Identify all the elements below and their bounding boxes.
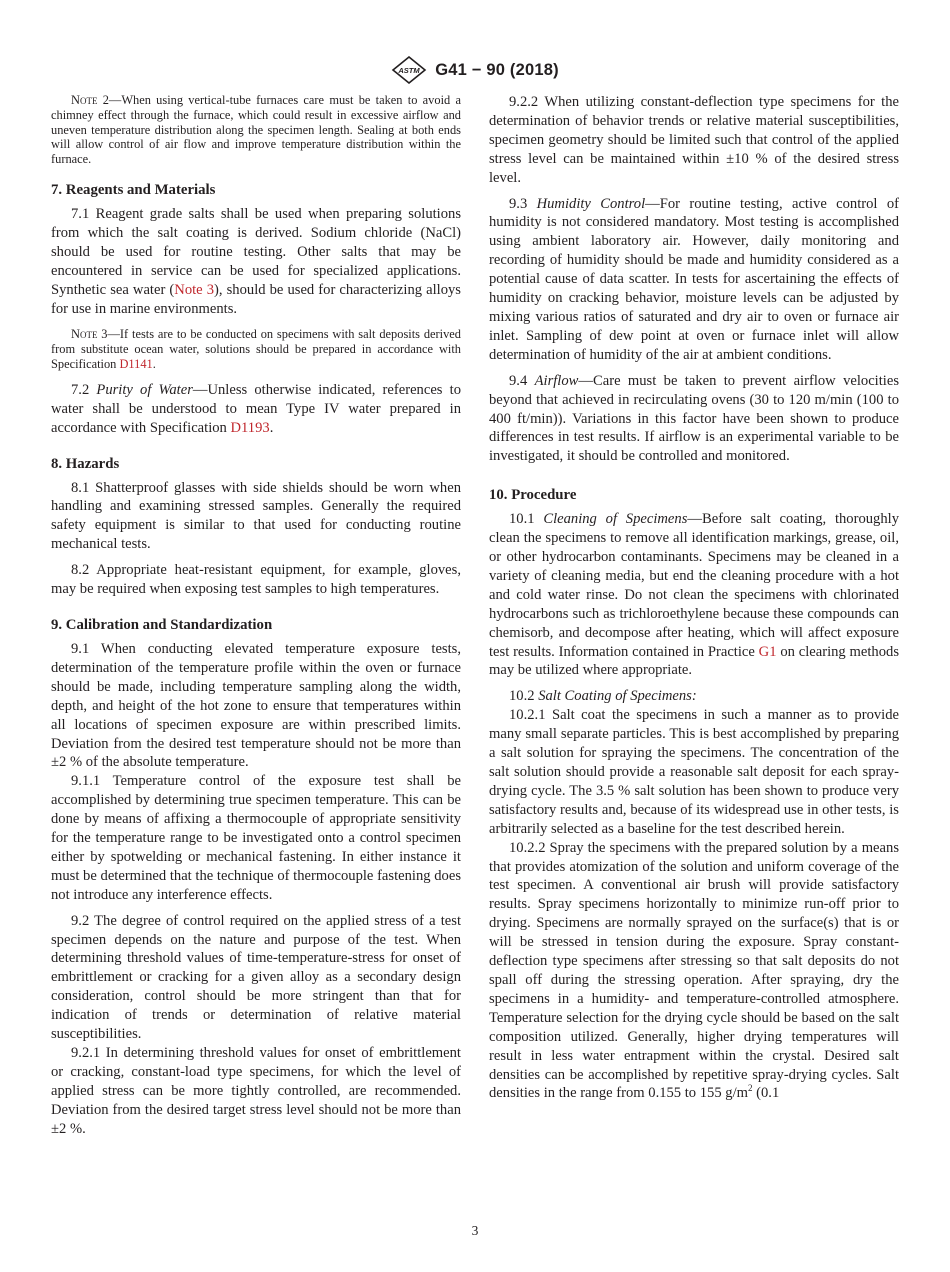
paragraph-10-2-2-end: (0.1: [752, 1085, 780, 1102]
paragraph-9-1: 9.1 When conducting elevated temperature exposure tests, determination of the temperature profile within the oven or furnace should be made, including temperature sampling along the width, depth, and height of the hot zone to ensure that temperatures within all locations of specimen exposure are within prescribed limits. Deviation from the desired test temperature should not be more than ±2 % of the absolute temperature.: [51, 640, 461, 771]
note-3-label: Note 3: [71, 327, 108, 342]
paragraph-10-2: [489, 687, 899, 706]
note-3-end: .: [152, 357, 156, 372]
note-3-link[interactable]: Note 3: [174, 281, 215, 298]
paragraph-7-2-end: .: [269, 419, 274, 436]
paragraph-9-3-text: —For routine testing, active control of humidity is not considered mandatory. Most testing is accomplished using ambient laboratory air. However, daily monitoring and recording of humidity should be made and humidity considered as a potential cause of data scatter. In tests for ascertaining the effects of humidity on cracking behavior, moisture levels can be adjusted by mixing various ratios of saturated and dry air to oven or furnace air inlet. Sampling of dew point at oven or furnace inlet will allow determination of humidity of the air at ambient conditions.: [489, 195, 899, 363]
paragraph-10-2-1: 10.2.1 Salt coat the specimens in such a manner as to provide many small separate particles. This is best accomplished by preparing a salt solution for spraying the specimens. The concentration of the salt solution should provide a reasonable salt deposit for each spray-drying cycle. The 3.5 % salt solution has been shown to produce very satisfactory results and, because of its widespread use in other tests, is arbitrarily selected as a baseline for the test described herein.: [489, 707, 899, 837]
note-3: [51, 327, 461, 371]
paragraph-10-2-2: [489, 839, 899, 1104]
paragraph-9-4: [489, 372, 899, 467]
astm-logo-text: ASTM: [398, 66, 420, 75]
paragraph-10-2-number: 10.2: [509, 688, 539, 705]
paragraph-7-2-number: 7.2: [71, 381, 97, 398]
paragraph-9-1-1: 9.1.1 Temperature control of the exposure test shall be accomplished by determining true specimen temperature. This can be done by means of affixing a thermocouple of appropriate sensitivity for the temperature range to be investigated onto a control specimen either by spotwelding or mechanical fastening. In either instance it must be determined that the technique of thermocouple fastening does not introduce any interference effects.: [51, 773, 461, 903]
paragraph-10-1: [489, 510, 899, 680]
paragraph-7-2: [51, 381, 461, 438]
right-column: [489, 93, 899, 1103]
paragraph-10-2-2-text: 10.2.2 Spray the specimens with the prepared solution by a means that provides atomization of the solution and uniform coverage of the test specimen. A conventional air brush will provide satisfactory results. Spray specimens horizontally to minimize run-off prior to drying. Specimens are normally sprayed on the surface(s) that is or will be stressed in tension during the exposure. Spray constant-deflection type specimens after stressing so that salt deposits do not spall off during the stressing operation. After spraying, dry the specimens in a humidity- and temperature-controlled atmosphere. Temperature selection for the drying cycle should be based on the salt composition utilized. Generally, higher drying temperatures will result in less water entrapment within the crystal. Desired salt densities can be accomplished by repetitive spray-drying cycles. Salt densities in the range from 0.155 to 155 g/m: [489, 839, 899, 1102]
paragraph-9-4-text: —Care must be taken to prevent airflow velocities beyond that achieved in recirculating ovens (30 to 120 m/min (100 to 400 ft/min)). Variations in this factor have been shown to produce differences in test results. If airflow is an experimental variable to be investigated, it should be controlled and monitored.: [489, 372, 900, 465]
paragraph-9-4-number: 9.4: [509, 372, 535, 389]
paragraph-9-3: [489, 195, 899, 365]
paragraph-10-1-title: Cleaning of Specimens: [543, 511, 688, 528]
note-2-text: —When using vertical-tube furnaces care must be taken to avoid a chimney effect through the furnace, which could result in excessive airflow and uneven temperature distribution along the specimen length. Sealing at both ends will allow control of air flow and improve temperature distribution within the furnace.: [51, 93, 461, 167]
d1193-link[interactable]: D1193: [230, 419, 270, 436]
section-8-heading: 8. Hazards: [51, 455, 120, 472]
paragraph-9-2: 9.2 The degree of control required on the applied stress of a test specimen depends on the nature and purpose of the test. When determining threshold values of time-temperature-stress for onset of embrittlement or cracking for a given alloy as a secondary design consideration, control should be more stringent than that for indication of trends or determination of relative material susceptibilities.: [51, 912, 461, 1043]
superscript-2: 2: [748, 1083, 753, 1094]
paragraph-8-1: 8.1 Shatterproof glasses with side shields should be worn when handling and examining stressed samples. Generally the required safety equipment is similar to that used for conducting routine mechanical tests.: [51, 479, 461, 553]
paragraph-7-1-text-b: ), should be used for characterizing alloys for use in marine environments.: [51, 281, 461, 317]
note-2-label: Note 2: [71, 93, 109, 107]
section-10-heading: 10. Procedure: [489, 487, 577, 504]
g1-link[interactable]: G1: [758, 643, 777, 660]
paragraph-9-2-1: 9.2.1 In determining threshold values for onset of embrittlement or cracking, constant-load type specimens, for which the level of applied stress can be more tightly controlled, are recommended. Deviation from the desired target stress level should not be more than ±2 %.: [51, 1045, 461, 1137]
paragraph-9-3-title: Humidity Control: [536, 195, 646, 212]
paragraph-9-3-number: 9.3: [509, 195, 537, 212]
paragraph-7-1-text-a: 7.1 Reagent grade salts shall be used when preparing solutions from which the salt coating is derived. Sodium chloride (NaCl) should be used for routine testing. Other salts that may be encountered in service can be used for specialized applications. Synthetic sea water (: [51, 205, 461, 298]
section-7-heading: 7. Reagents and Materials: [51, 181, 216, 198]
paragraph-7-2-title: Purity of Water: [96, 381, 193, 398]
note-2: [51, 93, 461, 167]
left-column: [51, 93, 461, 1139]
standard-designation: G41 − 90 (2018): [435, 60, 559, 79]
paragraph-9-4-title: Airflow: [534, 372, 579, 389]
d1141-link[interactable]: D1141: [119, 357, 153, 372]
paragraph-8-2: 8.2 Appropriate heat-resistant equipment, for example, gloves, may be required when exposing test samples to high temperatures.: [51, 562, 461, 598]
page-number: 3: [471, 1223, 479, 1238]
paragraph-10-1-number: 10.1: [509, 511, 544, 528]
note-3-text: —If tests are to be conducted on specimens with salt deposits derived from substitute ocean water, solutions should be prepared in accordance with Specification: [51, 327, 461, 372]
paragraph-9-2-2: 9.2.2 When utilizing constant-deflection type specimens for the determination of behavior trends or relative material susceptibilities, specimen geometry should be limited such that control of the applied stress level can be maintained within ±10 % of the desired stress level.: [489, 94, 899, 186]
page-header: [0, 56, 950, 84]
paragraph-10-1-text: —Before salt coating, thoroughly clean the specimens to remove all identification markings, grease, oil, or other hydrocarbon contaminants. Specimens may be cleaned in a variety of cleaning media, but end the cleaning procedure with a hot and cold water rinse. Do not clean the specimens with chlorinated hydrocarbons such as trichloroethylene because these compounds can chemisorb, and decompose after heating, which will affect exposure test results. Information contained in Practice: [489, 511, 899, 660]
section-9-heading: 9. Calibration and Standardization: [51, 616, 273, 633]
paragraph-10-2-title: Salt Coating of Specimens:: [538, 688, 697, 705]
paragraph-7-1: [51, 205, 461, 318]
paragraph-7-2-text: —Unless otherwise indicated, references to water shall be understood to mean Type IV water prepared in accordance with Specification: [51, 381, 461, 436]
astm-logo-icon: [391, 56, 427, 84]
paragraph-10-1-end: on clearing methods may be utilized where appropriate.: [489, 643, 899, 679]
